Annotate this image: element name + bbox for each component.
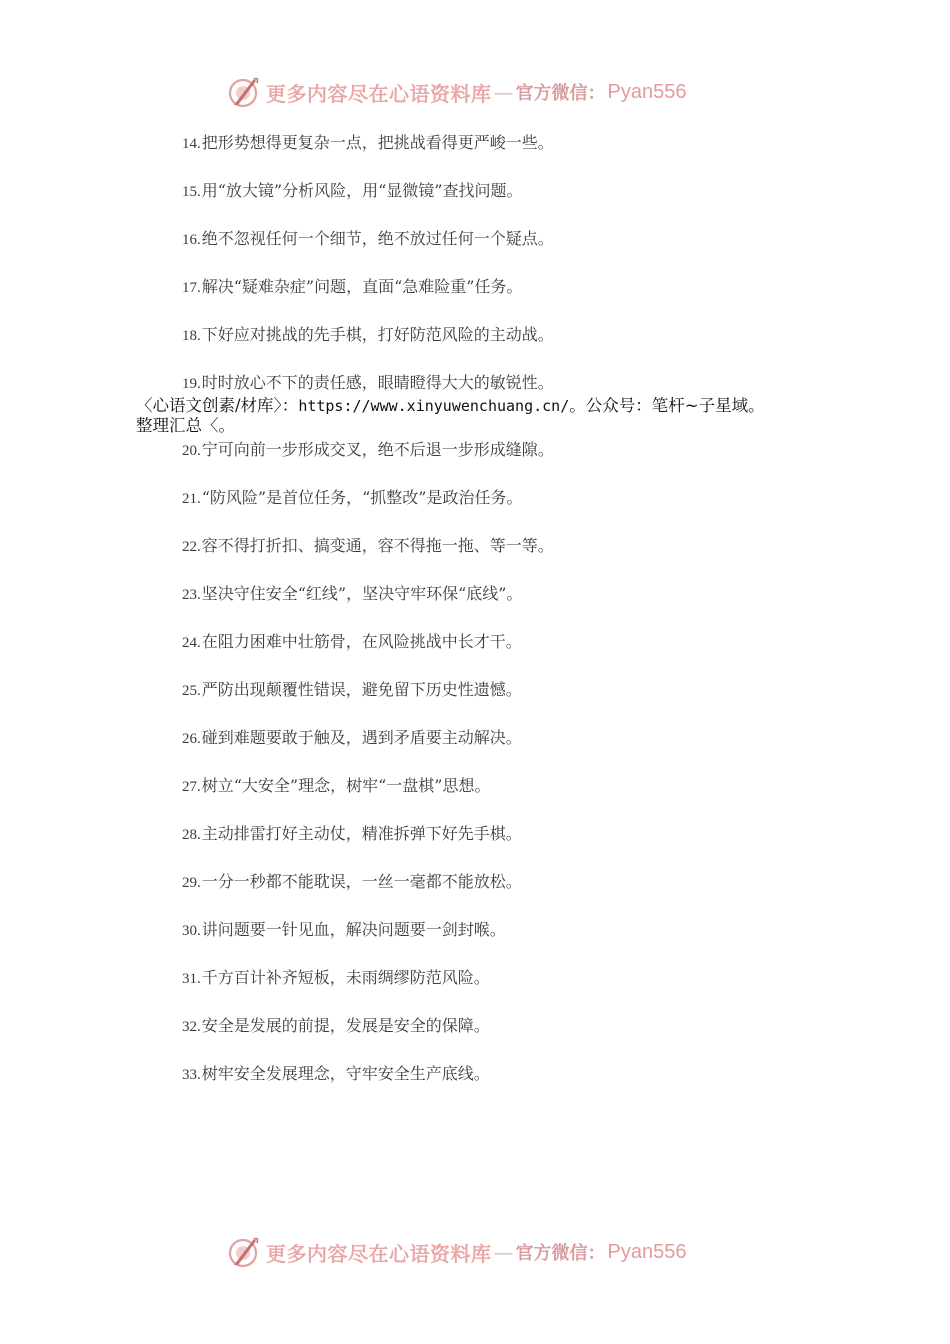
- item-number: 15.: [182, 184, 201, 200]
- item-text: 解决“疑难杂症”问题，直面“急难险重”任务。: [201, 277, 523, 296]
- item-number: 27.: [182, 779, 201, 795]
- item-text: 讲问题要一针见血，解决问题要一剑封喉。: [201, 920, 506, 939]
- item-text: 安全是发展的前提，发展是安全的保障。: [201, 1016, 490, 1035]
- source-suffix: 。公众号：笔杆~子星域。: [569, 396, 765, 415]
- source-url: https://www.xinyuwenchuang.cn/: [298, 397, 570, 415]
- source-prefix: 〈心语文创素/材库〉：: [136, 396, 299, 415]
- item-text: 时时放心不下的责任感，眼睛瞪得大大的敏锐性。: [201, 373, 554, 392]
- item-text: 坚决守住安全“红线”，坚决守牢环保“底线”。: [201, 584, 523, 603]
- banner-separator: —: [493, 1240, 514, 1264]
- item-text: 绝不忽视任何一个细节，绝不放过任何一个疑点。: [201, 229, 554, 248]
- list-item: [182, 872, 522, 893]
- source-note-line1: [136, 396, 836, 416]
- item-text: 宁可向前一步形成交叉，绝不后退一步形成缝隙。: [201, 440, 554, 459]
- item-number: 19.: [182, 376, 201, 392]
- item-text: “防风险”是首位任务，“抓整改”是政治任务。: [201, 488, 523, 507]
- quill-pen-circle-icon: [226, 75, 260, 109]
- item-text: 树牢安全发展理念，守牢安全生产底线。: [201, 1064, 490, 1083]
- list-item: [182, 181, 522, 202]
- item-text: 一分一秒都不能耽误，一丝一毫都不能放松。: [201, 872, 522, 891]
- item-number: 16.: [182, 232, 201, 248]
- item-number: 20.: [182, 443, 201, 459]
- quill-pen-circle-icon: [226, 1235, 260, 1269]
- item-number: 21.: [182, 491, 201, 507]
- item-number: 18.: [182, 328, 201, 344]
- item-text: 把形势想得更复杂一点，把挑战看得更严峻一些。: [201, 133, 554, 152]
- list-item: [182, 325, 554, 346]
- list-item: [182, 632, 522, 653]
- item-text: 碰到难题要敢于触及，遇到矛盾要主动解决。: [201, 728, 522, 747]
- list-item: [182, 968, 490, 989]
- banner-separator: —: [493, 80, 514, 104]
- header-banner: [226, 72, 746, 112]
- banner-wechat-label: 官方微信：: [515, 1243, 606, 1264]
- item-number: 31.: [182, 971, 201, 987]
- banner-title: 更多内容尽在心语资料库: [266, 81, 492, 106]
- list-item: [182, 536, 554, 557]
- source-note: [136, 396, 836, 436]
- list-item: [182, 440, 554, 461]
- list-item: [182, 776, 490, 797]
- list-item: [182, 584, 522, 605]
- banner-wechat-label: 官方微信：: [515, 83, 606, 104]
- item-number: 30.: [182, 923, 201, 939]
- banner-wechat-id: Pyan556: [607, 80, 687, 103]
- banner-wechat-id: Pyan556: [607, 1240, 687, 1263]
- item-number: 14.: [182, 136, 201, 152]
- item-number: 17.: [182, 280, 201, 296]
- item-number: 28.: [182, 827, 201, 843]
- list-item: [182, 229, 554, 250]
- item-number: 26.: [182, 731, 201, 747]
- item-text: 树立“大安全”理念，树牢“一盘棋”思想。: [201, 776, 491, 795]
- item-text: 千方百计补齐短板，未雨绸缪防范风险。: [201, 968, 490, 987]
- list-item: [182, 680, 522, 701]
- list-item: [182, 824, 522, 845]
- item-text: 在阻力困难中壮筋骨，在风险挑战中长才干。: [201, 632, 522, 651]
- item-number: 23.: [182, 587, 201, 603]
- list-item: [182, 728, 522, 749]
- item-text: 严防出现颠覆性错误，避免留下历史性遗憾。: [201, 680, 522, 699]
- item-text: 用“放大镜”分析风险，用“显微镜”查找问题。: [201, 181, 523, 200]
- list-item: [182, 133, 554, 154]
- list-item: [182, 277, 522, 298]
- item-number: 22.: [182, 539, 201, 555]
- list-item: [182, 1064, 490, 1085]
- item-text: 容不得打折扣、搞变通，容不得拖一拖、等一等。: [201, 536, 554, 555]
- banner-title: 更多内容尽在心语资料库: [266, 1241, 492, 1266]
- item-number: 32.: [182, 1019, 201, 1035]
- footer-banner: [226, 1232, 746, 1272]
- item-text: 主动排雷打好主动仗，精准拆弹下好先手棋。: [201, 824, 522, 843]
- item-number: 25.: [182, 683, 201, 699]
- source-note-line2: 整理汇总〈。: [136, 416, 235, 435]
- item-text: 下好应对挑战的先手棋，打好防范风险的主动战。: [201, 325, 554, 344]
- list-item: [182, 920, 506, 941]
- list-item: [182, 488, 522, 509]
- list-item: [182, 373, 554, 394]
- item-number: 29.: [182, 875, 201, 891]
- list-item: [182, 1016, 490, 1037]
- item-number: 24.: [182, 635, 201, 651]
- item-number: 33.: [182, 1067, 201, 1083]
